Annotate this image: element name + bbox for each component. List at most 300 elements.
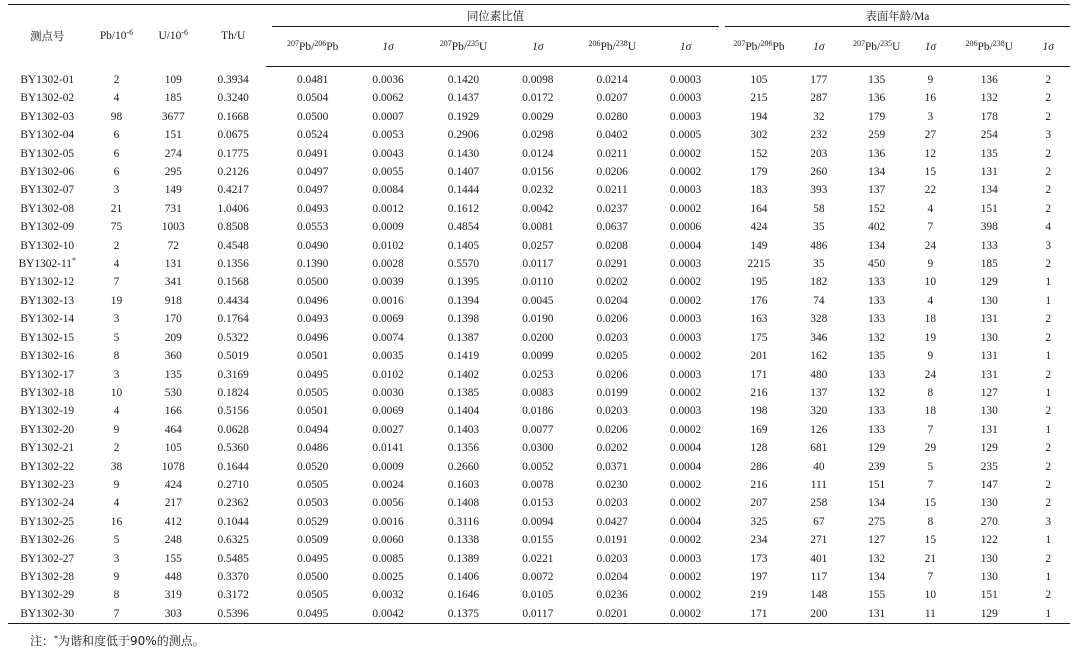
cell-ratio-206-238: 0.0371	[596, 460, 628, 473]
cell-u-ppm: 448	[164, 570, 182, 583]
cell-ratio-206-238: 0.0402	[596, 129, 628, 142]
cell-pb-ppm: 4	[113, 497, 120, 510]
cell-age-207-235: 179	[868, 110, 886, 123]
cell-pb-ppm: 7	[87, 605, 147, 624]
cell-ratio-207-206-sigma: 0.0084	[372, 184, 404, 197]
cell-spot-id: BY1302-13	[20, 294, 75, 307]
table-row	[8, 402, 1070, 420]
cell-pb-ppm: 9	[113, 423, 120, 436]
cell-age-206-238-sigma: 2	[1045, 147, 1052, 160]
cell-age-207-235-sigma: 24	[924, 239, 937, 252]
cell-u-ppm: 303	[146, 605, 200, 624]
cell-age-207-235: 450	[868, 258, 886, 271]
cell-spot-id: BY1302-27	[20, 552, 75, 565]
cell-ratio-206-238-sigma: 0.0002	[669, 350, 702, 363]
cell-ratio-207-235: 0.1646	[447, 589, 480, 602]
table-row	[8, 89, 1070, 107]
cell-ratio-207-206: 0.0520	[297, 460, 329, 473]
cell-spot-id: BY1302-26	[20, 534, 75, 547]
cell-ratio-207-235-sigma: 0.0155	[522, 534, 554, 547]
cell-ratio-207-235: 0.1387	[447, 331, 480, 344]
cell-spot-id: BY1302-14	[20, 313, 75, 326]
cell-age-207-235-sigma: 29	[924, 442, 937, 455]
cell-age-207-206: 171	[750, 368, 768, 381]
header-thu: Th/U	[200, 5, 266, 67]
table-row	[8, 218, 1070, 236]
cell-age-206-238: 129	[980, 276, 998, 289]
cell-age-207-235: 402	[868, 221, 886, 234]
cell-age-207-235-sigma: 15	[924, 166, 937, 179]
cell-spot-id: BY1302-21	[20, 442, 75, 455]
cell-spot-id: BY1302-16	[20, 350, 75, 363]
cell-pb-ppm: 9	[113, 478, 120, 491]
cell-age-207-235: 131	[845, 605, 909, 624]
cell-spot-id: BY1302-02	[20, 92, 75, 105]
cell-ratio-207-206: 0.0503	[297, 497, 329, 510]
cell-age-207-206: 197	[750, 570, 768, 583]
cell-ratio-206-238: 0.0207	[596, 92, 628, 105]
cell-pb-ppm: 75	[110, 221, 123, 234]
cell-ratio-207-235-sigma: 0.0083	[522, 386, 554, 399]
cell-th-u: 0.5019	[217, 350, 249, 363]
cell-u-ppm: 1003	[161, 221, 185, 234]
cell-ratio-207-206-sigma: 0.0035	[372, 350, 404, 363]
cell-ratio-206-238-sigma: 0.0002	[669, 497, 702, 510]
cell-age-207-206-sigma: 271	[810, 534, 828, 547]
cell-ratio-207-235: 0.3116	[448, 515, 479, 528]
cell-age-207-206-sigma: 681	[810, 442, 828, 455]
cell-u-ppm: 412	[164, 515, 182, 528]
cell-th-u: 0.0675	[217, 129, 249, 142]
cell-age-207-206-sigma: 162	[810, 350, 828, 363]
cell-u-ppm: 155	[164, 552, 182, 565]
cell-ratio-207-206-sigma: 0.0016	[372, 515, 404, 528]
cell-ratio-207-206-sigma: 0.0062	[372, 92, 404, 105]
cell-age-207-235: 133	[868, 368, 886, 381]
cell-ratio-206-238: 0.0206	[596, 166, 628, 179]
cell-age-207-206: 2215	[747, 258, 771, 271]
cell-age-207-235: 133	[868, 405, 886, 418]
cell-th-u: 0.3240	[217, 92, 249, 105]
cell-age-206-238: 131	[980, 313, 998, 326]
cell-ratio-207-235-sigma: 0.0232	[522, 184, 554, 197]
cell-ratio-207-206-sigma: 0.0074	[372, 331, 404, 344]
cell-th-u: 0.5156	[217, 405, 249, 418]
cell-age-207-235: 133	[868, 294, 886, 307]
table-container	[8, 4, 1070, 649]
cell-ratio-207-206: 0.0501	[297, 350, 329, 363]
cell-ratio-206-238: 0.0208	[596, 239, 628, 252]
zircon-data-table	[8, 4, 1070, 624]
cell-th-u: 0.3370	[217, 570, 249, 583]
cell-age-207-206-sigma: 67	[813, 515, 825, 528]
cell-age-207-206: 173	[750, 552, 768, 565]
cell-age-206-238: 129	[980, 442, 998, 455]
cell-age-207-235: 136	[868, 147, 886, 160]
cell-ratio-207-235: 0.1389	[447, 552, 480, 565]
cell-pb-ppm: 16	[110, 515, 123, 528]
cell-ratio-207-206-sigma: 0.0036	[372, 74, 404, 86]
table-row	[8, 292, 1070, 310]
cell-age-207-206-sigma: 35	[813, 221, 825, 234]
cell-age-207-206-sigma: 203	[810, 147, 828, 160]
cell-ratio-207-235: 0.1419	[447, 350, 480, 363]
cell-u-ppm: 131	[164, 258, 182, 271]
cell-ratio-207-206: 0.0493	[297, 313, 329, 326]
cell-ratio-206-238: 0.0204	[596, 294, 628, 307]
cell-age-207-235-sigma: 15	[924, 534, 937, 547]
cell-ratio-206-238-sigma: 0.0002	[669, 478, 702, 491]
cell-age-207-206-sigma: 137	[810, 386, 828, 399]
cell-ratio-207-206: 0.0497	[297, 184, 329, 197]
cell-ratio-207-206-sigma: 0.0027	[372, 423, 404, 436]
cell-ratio-206-238-sigma: 0.0002	[669, 147, 702, 160]
cell-age-207-235: 137	[868, 184, 886, 197]
cell-age-207-235: 275	[868, 515, 886, 528]
cell-ratio-207-235-sigma: 0.0099	[522, 350, 554, 363]
cell-th-u: 0.5485	[217, 552, 249, 565]
cell-ratio-207-235: 0.1402	[447, 368, 480, 381]
cell-age-207-206: 286	[750, 460, 768, 473]
cell-age-207-206: 175	[750, 331, 768, 344]
cell-age-206-238-sigma: 1	[1045, 294, 1052, 307]
cell-age-207-235-sigma: 4	[927, 202, 934, 215]
cell-th-u: 0.3172	[217, 589, 249, 602]
cell-ratio-207-206: 0.0495	[297, 552, 329, 565]
cell-ratio-206-238-sigma: 0.0003	[669, 110, 702, 123]
cell-ratio-207-235: 0.1404	[447, 405, 480, 418]
cell-ratio-207-206-sigma: 0.0085	[372, 552, 404, 565]
cell-ratio-206-238-sigma: 0.0003	[669, 331, 702, 344]
cell-pb-ppm: 8	[113, 350, 120, 363]
cell-ratio-206-238: 0.0637	[596, 221, 628, 234]
cell-age-206-238-sigma: 2	[1045, 313, 1052, 326]
cell-pb-ppm: 3	[113, 313, 120, 326]
cell-age-206-238: 151	[980, 202, 998, 215]
cell-ratio-206-238: 0.0427	[596, 515, 628, 528]
cell-age-207-235-sigma: 16	[924, 92, 937, 105]
cell-ratio-206-238-sigma: 0.0004	[669, 515, 702, 528]
cell-age-206-238-sigma: 3	[1045, 129, 1052, 142]
cell-age-206-238: 131	[980, 166, 998, 179]
cell-pb-ppm: 5	[113, 534, 120, 547]
cell-th-u: 0.1764	[217, 313, 249, 326]
cell-ratio-207-206-sigma: 0.0012	[372, 202, 404, 215]
cell-pb-ppm: 3	[113, 552, 120, 565]
cell-age-206-238: 129	[952, 605, 1026, 624]
cell-age-207-235-sigma: 19	[924, 331, 937, 344]
cell-ratio-206-238-sigma: 0.0002	[669, 589, 702, 602]
cell-ratio-207-235: 0.1603	[447, 478, 480, 491]
cell-age-206-238-sigma: 2	[1045, 331, 1052, 344]
cell-u-ppm: 109	[164, 73, 182, 86]
cell-ratio-207-235: 0.5570	[447, 258, 480, 271]
cell-age-207-235: 135	[868, 350, 886, 363]
cell-age-207-206-sigma: 401	[810, 552, 828, 565]
cell-ratio-207-235: 0.1405	[447, 239, 480, 252]
cell-u-ppm: 209	[164, 331, 182, 344]
cell-ratio-207-235: 0.1437	[447, 92, 480, 105]
cell-ratio-206-238-sigma: 0.0003	[669, 368, 702, 381]
cell-age-207-206: 234	[750, 534, 768, 547]
cell-th-u: 0.4434	[217, 294, 249, 307]
header-ratio-sigma-3: 1σ	[652, 27, 718, 67]
cell-ratio-207-235-sigma: 0.0045	[522, 294, 554, 307]
cell-age-207-235: 134	[868, 166, 886, 179]
cell-ratio-207-206: 0.0494	[297, 423, 329, 436]
cell-pb-ppm: 4	[113, 405, 120, 418]
cell-ratio-207-235: 0.1375	[423, 605, 504, 624]
cell-age-207-206-sigma: 148	[810, 589, 828, 602]
cell-th-u: 0.2710	[217, 478, 249, 491]
cell-spot-id: BY1302-03	[20, 110, 75, 123]
cell-ratio-207-206: 0.0490	[297, 239, 329, 252]
table-row	[8, 494, 1070, 512]
cell-age-206-238-sigma: 3	[1045, 239, 1052, 252]
cell-u-ppm: 3677	[161, 110, 185, 123]
header-pb: $Pb/10^{-6}$	[87, 5, 147, 67]
cell-u-ppm: 170	[164, 313, 182, 326]
cell-pb-ppm: 3	[113, 368, 120, 381]
cell-age-207-206-sigma: 126	[810, 423, 828, 436]
cell-ratio-207-235: 0.1929	[447, 110, 480, 123]
cell-ratio-207-206-sigma: 0.0060	[372, 534, 404, 547]
cell-ratio-207-235-sigma: 0.0257	[522, 239, 554, 252]
cell-age-207-206-sigma: 232	[810, 129, 828, 142]
cell-age-207-206: 195	[750, 276, 768, 289]
cell-th-u: 0.0628	[217, 423, 249, 436]
cell-ratio-207-206-sigma: 0.0028	[372, 258, 404, 271]
cell-ratio-206-238: 0.0206	[596, 313, 628, 326]
cell-ratio-207-235: 0.1408	[447, 497, 480, 510]
cell-age-207-235: 132	[868, 386, 886, 399]
cell-age-207-235-sigma: 12	[924, 147, 937, 160]
cell-ratio-206-238: 0.0280	[596, 110, 628, 123]
cell-age-207-235: 127	[868, 534, 886, 547]
cell-age-207-206-sigma: 320	[810, 405, 828, 418]
cell-ratio-206-238-sigma: 0.0002	[669, 423, 702, 436]
cell-age-207-235-sigma: 18	[924, 313, 937, 326]
cell-age-207-206: 215	[750, 92, 768, 105]
cell-u-ppm: 72	[167, 239, 179, 252]
cell-ratio-207-235-sigma: 0.0081	[522, 221, 554, 234]
table-row	[8, 108, 1070, 126]
cell-age-206-238: 133	[980, 239, 998, 252]
header-age-sigma-2: 1σ	[909, 27, 952, 67]
cell-pb-ppm: 6	[113, 147, 120, 160]
cell-age-206-238: 130	[980, 552, 998, 565]
cell-age-207-206: 128	[750, 442, 768, 455]
cell-ratio-207-235: 0.2906	[447, 129, 480, 142]
cell-age-207-206: 302	[750, 129, 768, 142]
header-ratio-206-238: $^{206}$Pb/$^{238}$U	[572, 27, 653, 67]
cell-u-ppm: 149	[164, 184, 182, 197]
cell-spot-id: BY1302-12	[20, 276, 75, 289]
cell-ratio-207-235-sigma: 0.0200	[522, 331, 554, 344]
table-row	[8, 421, 1070, 439]
header-age-sigma-3: 1σ	[1026, 27, 1070, 67]
table-footnote: 注：*为谐和度低于90%的测点。	[30, 634, 205, 649]
cell-ratio-207-235: 0.1338	[447, 534, 480, 547]
table-row	[8, 586, 1070, 604]
cell-age-207-206-sigma: 258	[810, 497, 828, 510]
header-ratio-sigma-2: 1σ	[504, 27, 572, 67]
cell-spot-id: BY1302-09	[20, 221, 75, 234]
cell-age-206-238-sigma: 2	[1045, 478, 1052, 491]
header-age-sigma-1: 1σ	[793, 27, 845, 67]
cell-spot-id: BY1302-23	[20, 478, 75, 491]
cell-ratio-207-235: 0.4854	[447, 221, 480, 234]
cell-u-ppm: 217	[164, 497, 182, 510]
cell-age-206-238-sigma: 1	[1045, 423, 1052, 436]
cell-ratio-206-238-sigma: 0.0003	[669, 313, 702, 326]
cell-ratio-206-238-sigma: 0.0002	[669, 276, 702, 289]
cell-ratio-206-238: 0.0214	[596, 74, 628, 86]
cell-pb-ppm: 2	[113, 239, 120, 252]
cell-pb-ppm: 2	[113, 73, 120, 86]
cell-age-207-235-sigma: 8	[927, 515, 934, 528]
cell-age-207-235: 129	[868, 442, 886, 455]
cell-ratio-207-235-sigma: 0.0186	[522, 405, 554, 418]
cell-age-206-238: 134	[980, 184, 998, 197]
cell-u-ppm: 151	[164, 129, 182, 142]
cell-ratio-207-235-sigma: 0.0042	[522, 202, 554, 215]
cell-pb-ppm: 9	[113, 570, 120, 583]
cell-age-207-206-sigma: 260	[810, 166, 828, 179]
cell-th-u: 0.3934	[217, 73, 249, 86]
cell-ratio-206-238: 0.0204	[596, 570, 628, 583]
table-body	[8, 67, 1070, 624]
cell-age-207-235-sigma: 3	[927, 110, 934, 123]
cell-ratio-207-206-sigma: 0.0007	[372, 110, 404, 123]
cell-ratio-206-238-sigma: 0.0003	[669, 552, 702, 565]
cell-th-u: 0.2362	[217, 497, 249, 510]
cell-ratio-207-206: 0.1390	[297, 258, 329, 271]
cell-age-207-206: 325	[750, 515, 768, 528]
cell-ratio-207-235-sigma: 0.0110	[522, 276, 554, 289]
discordance-mark: *	[71, 256, 76, 266]
cell-age-206-238-sigma: 2	[1045, 74, 1052, 86]
cell-age-207-235-sigma: 18	[924, 405, 937, 418]
cell-ratio-207-206: 0.0501	[297, 405, 329, 418]
cell-age-207-206-sigma: 328	[810, 313, 828, 326]
cell-ratio-207-235: 0.1406	[447, 570, 480, 583]
cell-ratio-207-235-sigma: 0.0105	[522, 589, 554, 602]
cell-age-207-235-sigma: 8	[927, 386, 934, 399]
cell-age-206-238-sigma: 2	[1045, 202, 1052, 215]
cell-age-206-238-sigma: 3	[1045, 515, 1052, 528]
cell-age-207-235: 133	[868, 423, 886, 436]
cell-age-207-235: 136	[868, 92, 886, 105]
cell-age-206-238: 254	[980, 129, 998, 142]
cell-spot-id: BY1302-29	[20, 589, 75, 602]
cell-ratio-207-235: 0.1356	[447, 442, 480, 455]
cell-ratio-207-206-sigma: 0.0069	[372, 313, 404, 326]
cell-age-207-206: 194	[750, 110, 768, 123]
cell-ratio-206-238-sigma: 0.0002	[652, 605, 718, 624]
cell-age-207-206-sigma: 32	[813, 110, 825, 123]
cell-ratio-207-206: 0.0504	[297, 92, 329, 105]
cell-spot-id: BY1302-06	[20, 166, 75, 179]
cell-pb-ppm: 38	[110, 460, 123, 473]
cell-ratio-207-206-sigma: 0.0039	[372, 276, 404, 289]
cell-ratio-207-206-sigma: 0.0009	[372, 460, 404, 473]
cell-ratio-207-206-sigma: 0.0056	[372, 497, 404, 510]
cell-ratio-207-235-sigma: 0.0156	[522, 166, 554, 179]
cell-th-u: 0.1044	[217, 515, 249, 528]
cell-th-u: 0.1356	[217, 258, 249, 271]
cell-age-206-238-sigma: 2	[1045, 460, 1052, 473]
cell-age-206-238-sigma: 1	[1045, 386, 1052, 399]
cell-ratio-206-238-sigma: 0.0002	[669, 294, 702, 307]
cell-age-206-238-sigma: 2	[1045, 110, 1052, 123]
cell-ratio-207-235: 0.1403	[447, 423, 480, 436]
cell-age-207-235-sigma: 9	[927, 258, 934, 271]
cell-ratio-206-238-sigma: 0.0002	[669, 386, 702, 399]
cell-age-206-238-sigma: 2	[1045, 92, 1052, 105]
cell-ratio-207-206-sigma: 0.0102	[372, 239, 404, 252]
cell-ratio-207-206: 0.0524	[297, 129, 329, 142]
cell-ratio-206-238: 0.0203	[596, 497, 628, 510]
header-ratio-207-206: $^{207}$Pb/$^{206}$Pb	[272, 27, 353, 67]
cell-ratio-206-238: 0.0205	[596, 350, 628, 363]
cell-th-u: 0.8508	[217, 221, 249, 234]
cell-ratio-207-235-sigma: 0.0190	[522, 313, 554, 326]
cell-age-207-206-sigma: 111	[810, 478, 827, 491]
cell-age-206-238-sigma: 2	[1045, 368, 1052, 381]
cell-u-ppm: 424	[164, 478, 182, 491]
cell-pb-ppm: 10	[110, 386, 123, 399]
cell-age-207-206: 216	[750, 386, 768, 399]
cell-age-206-238: 131	[980, 350, 998, 363]
table-row	[8, 126, 1070, 144]
cell-age-207-235: 134	[868, 239, 886, 252]
cell-age-206-238-sigma: 2	[1045, 589, 1052, 602]
cell-age-207-206-sigma: 393	[810, 184, 828, 197]
cell-ratio-206-238-sigma: 0.0002	[669, 202, 702, 215]
cell-age-206-238: 147	[980, 478, 998, 491]
cell-ratio-207-235: 0.1612	[447, 202, 480, 215]
cell-ratio-207-235-sigma: 0.0153	[522, 497, 554, 510]
cell-age-207-206-sigma: 74	[813, 294, 825, 307]
header-id: 测点号	[8, 5, 87, 67]
cell-age-206-238-sigma: 1	[1045, 276, 1052, 289]
cell-pb-ppm: 2	[113, 442, 120, 455]
cell-th-u: 0.3169	[217, 368, 249, 381]
cell-ratio-207-206-sigma: 0.0009	[372, 221, 404, 234]
cell-age-206-238: 185	[980, 258, 998, 271]
cell-age-207-206: 219	[750, 589, 768, 602]
cell-ratio-207-206-sigma: 0.0032	[372, 589, 404, 602]
cell-age-207-206-sigma: 58	[813, 202, 825, 215]
cell-ratio-207-235-sigma: 0.0221	[522, 552, 554, 565]
cell-age-206-238-sigma: 2	[1045, 552, 1052, 565]
cell-spot-id: BY1302-20	[20, 423, 75, 436]
cell-ratio-207-235-sigma: 0.0253	[522, 368, 554, 381]
cell-ratio-206-238: 0.0206	[596, 368, 628, 381]
cell-ratio-206-238: 0.0202	[596, 276, 628, 289]
cell-ratio-207-206: 0.0529	[297, 515, 329, 528]
cell-age-207-235: 132	[868, 552, 886, 565]
cell-age-206-238-sigma: 1	[1026, 605, 1070, 624]
cell-ratio-207-235: 0.1385	[447, 386, 480, 399]
cell-spot-id: BY1302-07	[20, 184, 75, 197]
cell-th-u: 0.4217	[217, 184, 249, 197]
cell-age-207-206: 105	[750, 74, 768, 86]
cell-u-ppm: 319	[164, 589, 182, 602]
cell-age-206-238-sigma: 2	[1045, 442, 1052, 455]
cell-th-u: 0.4548	[217, 239, 249, 252]
